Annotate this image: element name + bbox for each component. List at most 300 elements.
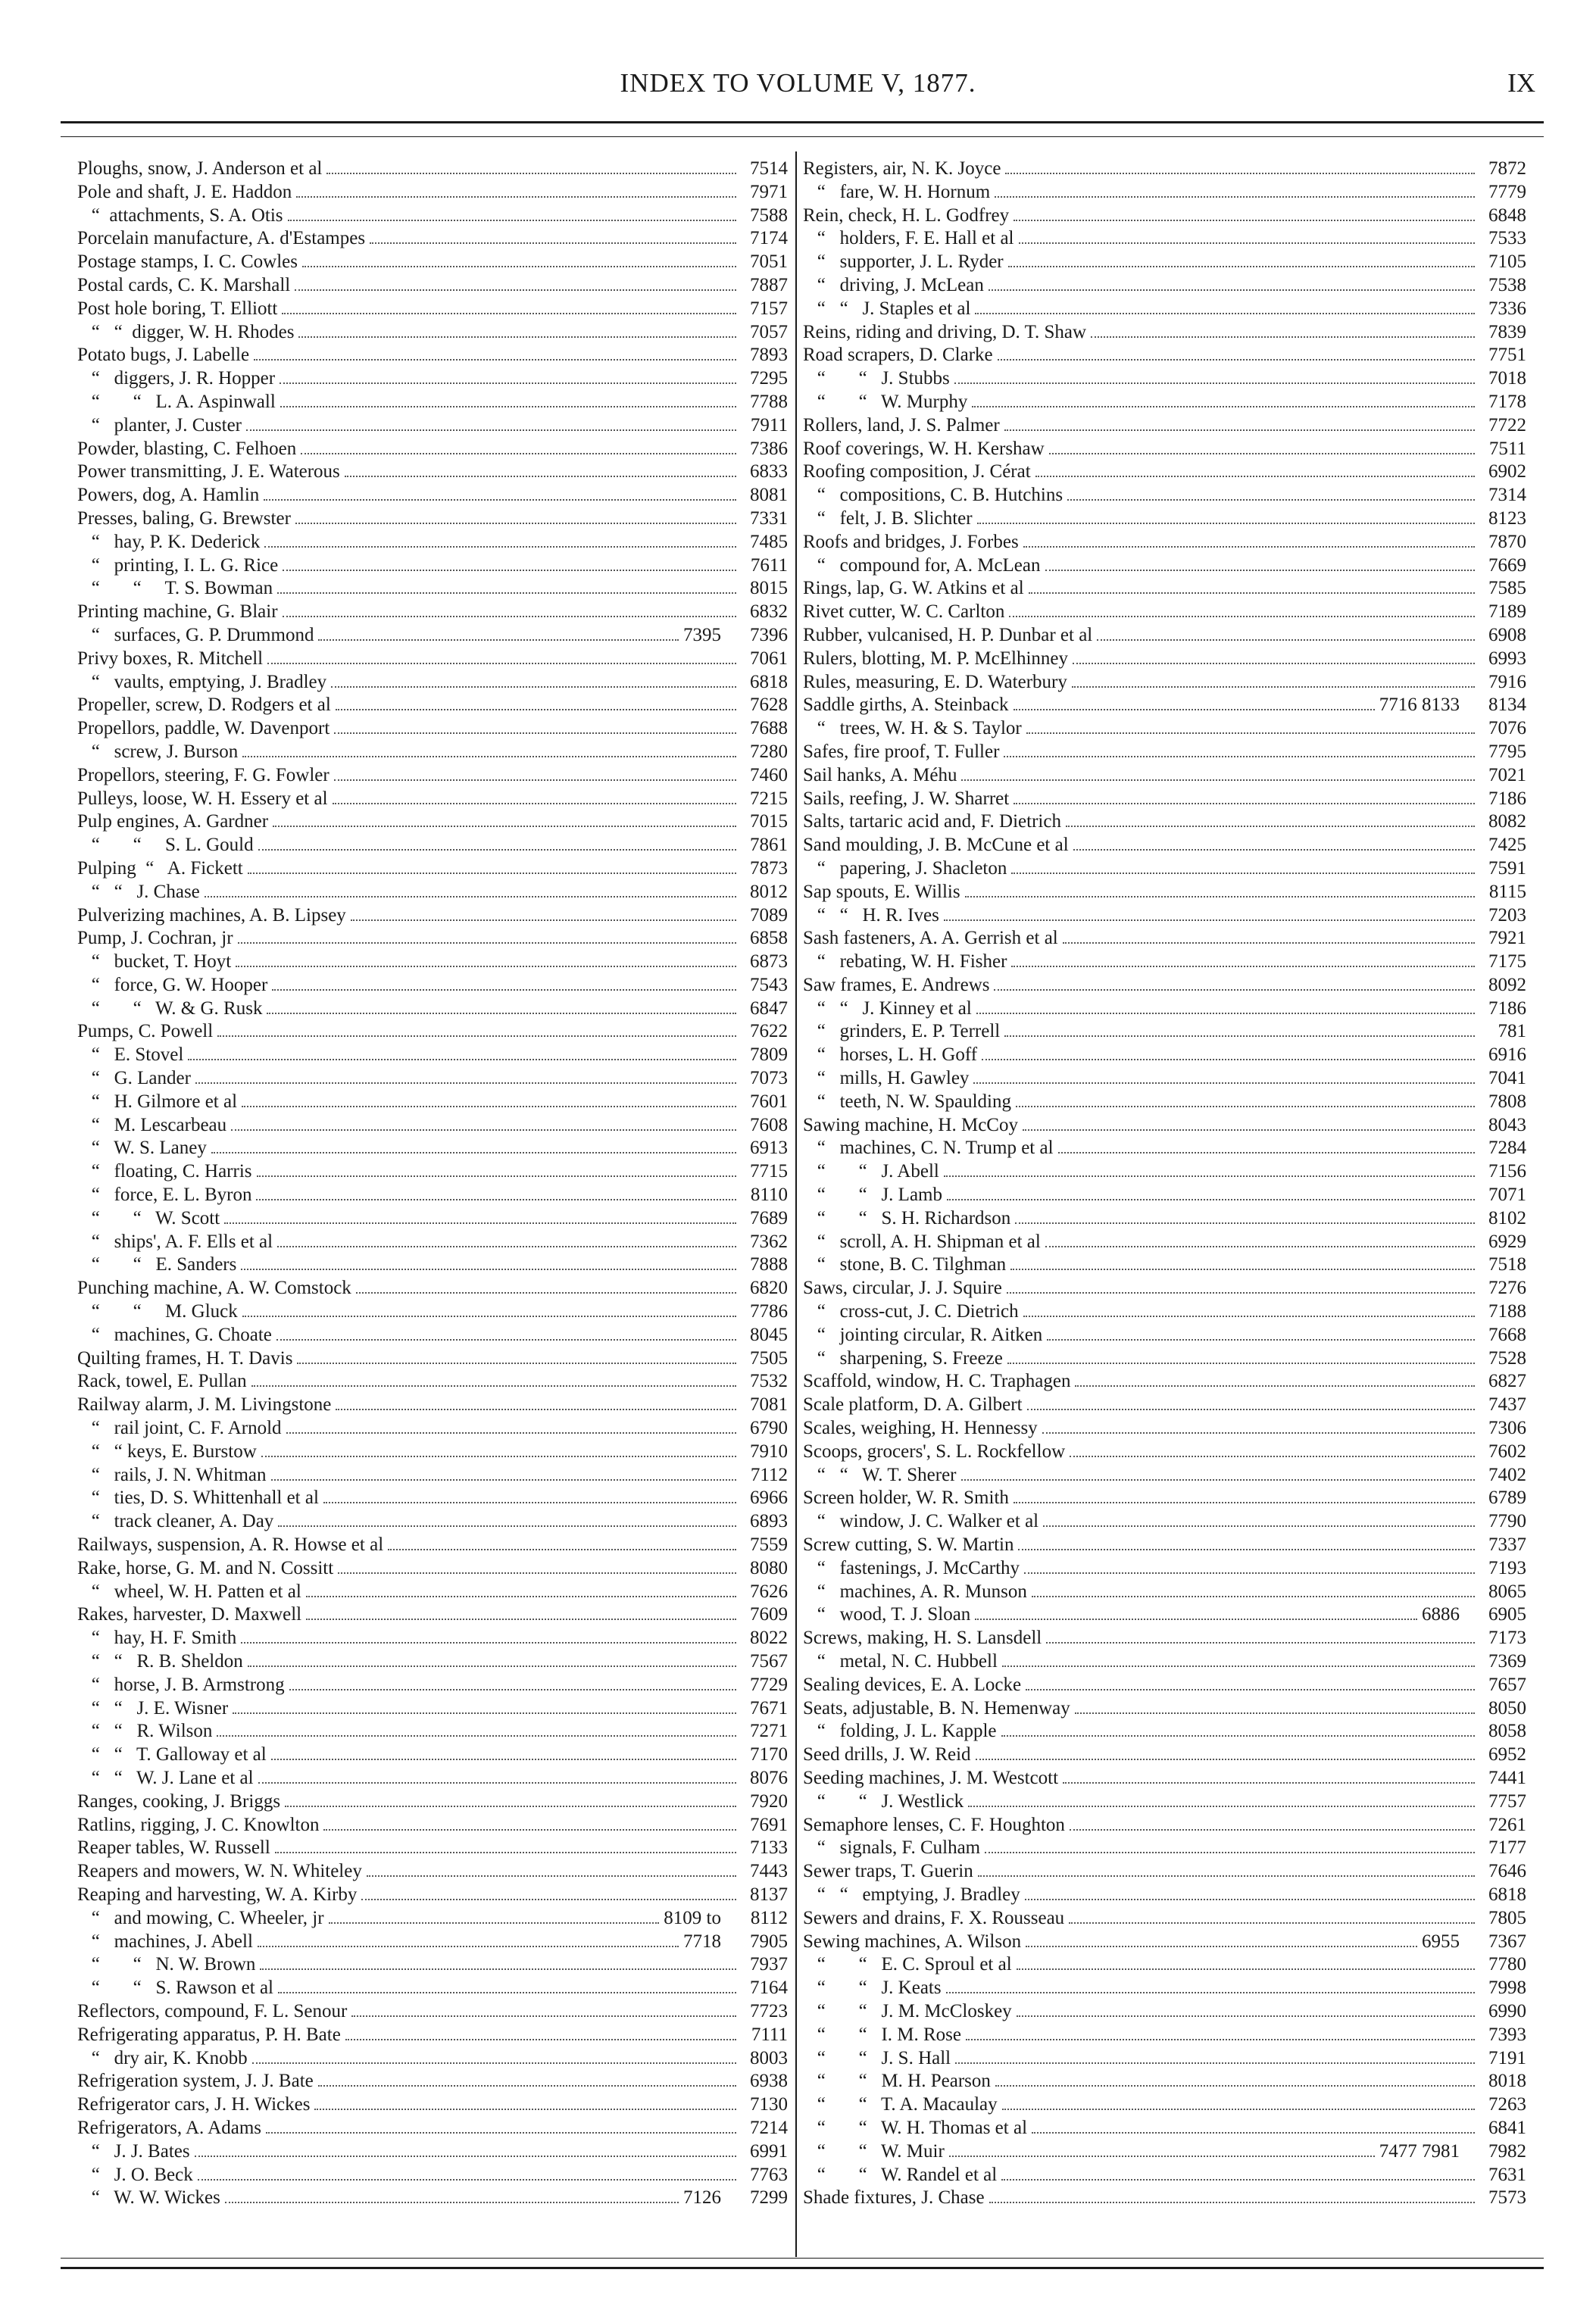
entry-text: Sewers and drains, F. X. Rousseau — [803, 1907, 1065, 1928]
entry-text: Seed drills, J. W. Reid — [803, 1744, 971, 1765]
entry-page-number: 8003 — [750, 2047, 788, 2068]
dot-leader — [1007, 1278, 1475, 1294]
index-entry — [803, 1020, 1526, 1044]
dot-leader — [278, 1978, 736, 1993]
entry-page-number: 7669 — [1488, 554, 1526, 576]
index-entry — [77, 951, 788, 974]
dot-leader — [1070, 1815, 1475, 1831]
entry-text: Reaping and harvesting, W. A. Kirby — [77, 1884, 358, 1905]
entry-page-number: 7872 — [1488, 158, 1526, 179]
entry-text: Rules, measuring, E. D. Waterbury — [803, 671, 1067, 692]
index-entry — [803, 904, 1526, 928]
entry-text: Pulleys, loose, W. H. Essery et al — [77, 788, 328, 809]
dot-leader — [367, 1862, 736, 1877]
index-entry — [77, 1044, 788, 1067]
entry-text: Seats, adjustable, B. N. Hemenway — [803, 1697, 1070, 1719]
dot-leader — [1046, 1628, 1475, 1644]
dot-leader — [1017, 1955, 1475, 1970]
entry-page-number: 6832 — [750, 601, 788, 623]
dot-leader — [217, 1722, 736, 1737]
entry-page-number: 7573 — [1488, 2187, 1526, 2209]
index-entry — [803, 1790, 1526, 1814]
entry-text: Scaffold, window, H. C. Traphagen — [803, 1371, 1071, 1392]
entry-text: Ranges, cooking, J. Briggs — [77, 1790, 281, 1812]
entry-text: Salts, tartaric acid and, F. Dietrich — [803, 811, 1061, 832]
index-entry — [803, 1697, 1526, 1721]
entry-page-number: 7175 — [1488, 951, 1526, 972]
index-entry — [803, 1907, 1526, 1931]
dot-leader — [1026, 1675, 1475, 1690]
entry-text: “ J. J. Bates — [77, 2140, 190, 2162]
entry-page-number: 7178 — [1488, 391, 1526, 412]
entry-text: “ H. Gilmore et al — [77, 1091, 238, 1112]
entry-text: “ J. O. Beck — [77, 2164, 193, 2185]
entry-page-number: 7518 — [1488, 1254, 1526, 1275]
index-entry — [803, 1417, 1526, 1441]
entry-text: “ surfaces, G. P. Drummond — [77, 624, 314, 645]
dot-leader — [280, 392, 736, 407]
entry-text: “ “ J. Stubbs — [803, 368, 950, 389]
dot-leader — [966, 2025, 1475, 2040]
dot-leader — [955, 2049, 1475, 2064]
dot-leader — [1010, 1255, 1475, 1270]
entry-page-number: 7809 — [750, 1044, 788, 1066]
entry-text: “ “ J. Kinney et al — [803, 997, 972, 1019]
index-entry — [77, 554, 788, 578]
dot-leader — [1014, 206, 1475, 221]
entry-text: Sash fasteners, A. A. Gerrish et al — [803, 928, 1058, 949]
dot-leader — [246, 416, 736, 431]
index-entry — [803, 694, 1526, 717]
index-entry — [77, 1160, 788, 1184]
index-entry — [77, 344, 788, 367]
entry-page-number: 7786 — [750, 1301, 788, 1322]
entry-page-number: 7888 — [750, 1254, 788, 1275]
entry-text: “ wheel, W. H. Patten et al — [77, 1581, 301, 1602]
dot-leader — [242, 742, 736, 757]
entry-text: Powers, dog, A. Hamlin — [77, 485, 260, 506]
index-entry — [803, 484, 1526, 507]
index-entry — [77, 810, 788, 834]
entry-page-number: 7808 — [1488, 1091, 1526, 1112]
entry-page-number: 7189 — [1488, 601, 1526, 623]
entry-text: “ “ E. C. Sproul et al — [803, 1954, 1012, 1975]
index-entry — [77, 2117, 788, 2140]
entry-text: Sap spouts, E. Willis — [803, 881, 960, 902]
entry-page-number: 7668 — [1488, 1324, 1526, 1345]
entry-text: Rulers, blotting, M. P. McElhinney — [803, 648, 1068, 669]
index-entry — [77, 1300, 788, 1324]
index-entry — [77, 1977, 788, 2000]
entry-text: “ dry air, K. Knobb — [77, 2047, 248, 2068]
page-title: INDEX TO VOLUME V, 1877. — [620, 68, 976, 98]
entry-text: “ planter, J. Custer — [77, 414, 242, 435]
index-entry — [803, 1720, 1526, 1744]
entry-text: “ “ J. Chase — [77, 881, 200, 902]
dot-leader — [217, 1022, 736, 1037]
index-entry — [803, 2140, 1526, 2164]
dot-leader — [266, 2118, 736, 2134]
index-entry — [803, 1253, 1526, 1277]
entry-text: “ G. Lander — [77, 1068, 191, 1089]
index-entry — [803, 1953, 1526, 1977]
entry-page-number: 7805 — [1488, 1907, 1526, 1928]
entry-text: Scale platform, D. A. Gilbert — [803, 1394, 1023, 1416]
entry-text: “ force, G. W. Hooper — [77, 974, 268, 995]
entry-page-number: 7602 — [1488, 1441, 1526, 1462]
index-entry — [803, 204, 1526, 228]
index-entry — [77, 1534, 788, 1557]
dot-leader — [241, 1628, 736, 1644]
dot-leader — [267, 999, 736, 1014]
dot-leader — [1073, 649, 1475, 664]
dot-leader — [351, 906, 736, 921]
entry-text: Power transmitting, J. E. Waterous — [77, 461, 340, 482]
index-entry — [803, 2187, 1526, 2210]
index-entry — [77, 1814, 788, 1837]
dot-leader — [995, 183, 1475, 198]
index-entry — [803, 1977, 1526, 2000]
entry-page-number: 6966 — [750, 1488, 788, 1509]
entry-text: Reins, riding and driving, D. T. Shaw — [803, 321, 1087, 342]
entry-text: “ ships', A. F. Ells et al — [77, 1231, 273, 1252]
dot-leader — [334, 719, 736, 734]
dot-leader — [1007, 1349, 1475, 1364]
entry-text: “ machines, A. R. Munson — [803, 1581, 1027, 1602]
index-entry — [803, 438, 1526, 461]
index-entry — [77, 1581, 788, 1604]
dot-leader — [301, 439, 736, 454]
entry-page-number: 7362 — [750, 1231, 788, 1252]
dot-leader — [985, 1838, 1475, 1853]
index-entry — [803, 2024, 1526, 2047]
index-entry — [803, 1814, 1526, 1837]
entry-text: Sealing devices, E. A. Locke — [803, 1674, 1022, 1695]
dot-leader — [947, 1185, 1475, 1200]
dot-leader — [1066, 812, 1475, 827]
entry-text: “ felt, J. B. Slichter — [803, 507, 973, 529]
entry-page-number: 7751 — [1488, 345, 1526, 366]
entry-page-number: 7646 — [1488, 1861, 1526, 1882]
index-entry — [77, 1767, 788, 1790]
entry-text: “ rebating, W. H. Fisher — [803, 951, 1007, 972]
entry-page-number: 8065 — [1488, 1581, 1526, 1602]
entry-page-number: 7177 — [1488, 1837, 1526, 1859]
entry-page-number: 7543 — [750, 974, 788, 995]
entry-text: “ W. W. Wickes — [77, 2187, 220, 2209]
dot-leader — [331, 673, 736, 688]
entry-page-number: 7015 — [750, 811, 788, 832]
index-entry — [803, 601, 1526, 624]
entry-page-number: 7591 — [1488, 857, 1526, 879]
entry-page-number: 6913 — [750, 1138, 788, 1159]
entry-text: Post hole boring, T. Elliott — [77, 298, 278, 319]
entry-text: “ “ T. A. Macaulay — [803, 2094, 998, 2115]
index-column-left — [77, 158, 788, 2210]
dot-leader — [370, 229, 736, 244]
entry-page-number: 7722 — [1488, 414, 1526, 435]
index-entry — [77, 414, 788, 438]
index-entry — [77, 1603, 788, 1627]
dot-leader — [1058, 1138, 1475, 1154]
index-entry — [77, 251, 788, 274]
dot-leader — [356, 1278, 736, 1294]
entry-page-number: 8112 — [750, 1907, 788, 1928]
entry-text: Semaphore lenses, C. F. Houghton — [803, 1814, 1065, 1835]
index-entry — [803, 1394, 1526, 1417]
dot-leader — [944, 906, 1475, 921]
entry-page-number: 8018 — [1488, 2071, 1526, 2092]
dot-leader — [236, 952, 736, 967]
index-entry — [77, 1137, 788, 1160]
entry-text: Presses, baling, G. Brewster — [77, 507, 291, 529]
entry-text: “ hay, P. K. Dederick — [77, 531, 261, 552]
dot-leader — [271, 1466, 737, 1481]
entry-text: “ “ S. Rawson et al — [77, 1978, 273, 1999]
entry-text: Rings, lap, G. W. Atkins et al — [803, 578, 1024, 599]
dot-leader — [1018, 1535, 1475, 1550]
dot-leader — [264, 485, 736, 501]
index-entry — [77, 227, 788, 251]
entry-page-number: 8050 — [1488, 1697, 1526, 1719]
dot-leader — [302, 252, 736, 267]
entry-text: “ “ S. H. Richardson — [803, 1207, 1011, 1228]
entry-text: “ rails, J. N. Whitman — [77, 1464, 267, 1485]
dot-leader — [298, 323, 736, 338]
entry-page-number: 6841 — [1488, 2117, 1526, 2138]
dot-leader — [233, 1699, 736, 1714]
dot-leader — [257, 1162, 736, 1177]
entry-page-number: 6858 — [750, 928, 788, 949]
entry-page-number: 7263 — [1488, 2094, 1526, 2115]
entry-page-number: 7779 — [1488, 181, 1526, 202]
dot-leader — [1035, 462, 1475, 477]
index-entry — [77, 741, 788, 764]
entry-page-number: 7460 — [750, 764, 788, 785]
index-entry — [77, 671, 788, 695]
entry-text: “ “ J. Staples et al — [803, 298, 971, 319]
entry-text: “ wood, T. J. Sloan — [803, 1604, 971, 1625]
dot-leader — [1070, 1442, 1475, 1457]
entry-text: “ W. S. Laney — [77, 1138, 207, 1159]
entry-page-number: 7937 — [750, 1954, 788, 1975]
entry-page-number: 7299 — [750, 2187, 788, 2209]
dot-leader — [345, 462, 736, 477]
index-entry — [77, 1884, 788, 1907]
index-entry — [77, 2024, 788, 2047]
entry-page-number: 7691 — [750, 1814, 788, 1835]
entry-text: Rakes, harvester, D. Maxwell — [77, 1604, 302, 1625]
entry-page-number: 6990 — [1488, 2000, 1526, 2021]
index-entry — [803, 158, 1526, 181]
entry-page-number: 6905 — [1488, 1604, 1526, 1625]
entry-page-number: 6818 — [750, 671, 788, 692]
entry-page-number: 7628 — [750, 695, 788, 716]
index-entry — [77, 1907, 788, 1931]
dot-leader — [318, 626, 679, 641]
dot-leader — [295, 509, 736, 524]
dot-leader — [1026, 1932, 1417, 1947]
dot-leader — [242, 1092, 736, 1107]
entry-text: “ stone, B. C. Tilghman — [803, 1254, 1007, 1275]
entry-text: “ “ W. H. Thomas et al — [803, 2117, 1028, 2138]
entry-page-number: 7839 — [1488, 321, 1526, 342]
dot-leader — [388, 1535, 736, 1550]
dot-leader — [1011, 952, 1475, 967]
entry-page-number: 7173 — [1488, 1628, 1526, 1649]
dot-leader — [978, 1862, 1475, 1877]
index-entry — [803, 997, 1526, 1021]
dot-leader — [241, 1255, 736, 1270]
index-entry — [803, 181, 1526, 204]
entry-page-number: 7089 — [750, 904, 788, 926]
entry-page-number: 7870 — [1488, 531, 1526, 552]
entry-text: Propellors, paddle, W. Davenport — [77, 718, 330, 739]
entry-page-number: 781 — [1498, 1021, 1526, 1042]
dot-leader — [256, 1185, 736, 1200]
dot-leader — [1075, 1372, 1475, 1387]
entry-text: Road scrapers, D. Clarke — [803, 345, 993, 366]
dot-leader — [1004, 416, 1475, 431]
entry-text: Screw cutting, S. W. Martin — [803, 1534, 1014, 1556]
entry-page-number: 7071 — [1488, 1185, 1526, 1206]
entry-text: “ metal, N. C. Hubbell — [803, 1651, 998, 1672]
entry-page-number: 7757 — [1488, 1790, 1526, 1812]
entry-page-number: 7729 — [750, 1674, 788, 1695]
index-entry — [803, 344, 1526, 367]
entry-page-number: 7073 — [750, 1068, 788, 1089]
index-entry — [77, 1931, 788, 1954]
dot-leader — [275, 1838, 736, 1853]
index-entry — [803, 1557, 1526, 1581]
dot-leader — [295, 276, 736, 291]
dot-leader — [329, 1909, 660, 1924]
dot-leader — [345, 2025, 736, 2040]
entry-page-number: 7910 — [750, 1441, 788, 1462]
index-entry — [77, 181, 788, 204]
dot-leader — [977, 509, 1475, 524]
dot-leader — [267, 649, 736, 664]
dot-leader — [297, 1349, 736, 1364]
index-entry — [803, 624, 1526, 648]
entry-text: Roofs and bridges, J. Forbes — [803, 531, 1019, 552]
index-entry — [803, 2070, 1526, 2093]
entry-text: “ hay, H. F. Smith — [77, 1628, 237, 1649]
dot-leader — [211, 1138, 736, 1154]
dot-leader — [251, 1372, 736, 1387]
entry-page-number: 7567 — [750, 1651, 788, 1672]
index-entry — [77, 367, 788, 391]
dot-leader — [333, 789, 736, 804]
entry-text: Propellors, steering, F. G. Fowler — [77, 764, 330, 785]
entry-page-number: 7723 — [750, 2000, 788, 2021]
dot-leader — [306, 1582, 736, 1597]
index-entry — [77, 2000, 788, 2024]
index-entry — [803, 2117, 1526, 2140]
entry-text: Pulping “ A. Fickett — [77, 857, 243, 879]
dot-leader — [1001, 2165, 1475, 2181]
entry-page-number: 7788 — [750, 391, 788, 412]
entry-page-number: 7203 — [1488, 904, 1526, 926]
entry-page-number: 7057 — [750, 321, 788, 342]
entry-text: Saddle girths, A. Steinback — [803, 695, 1009, 716]
index-entry — [803, 1860, 1526, 1884]
dot-leader — [1002, 1652, 1475, 1667]
index-entry — [77, 1953, 788, 1977]
entry-page-number: 7156 — [1488, 1161, 1526, 1182]
dot-leader — [1004, 742, 1475, 757]
entry-page-number: 7780 — [1488, 1954, 1526, 1975]
index-entry — [77, 974, 788, 997]
index-entry — [803, 1441, 1526, 1464]
entry-page-number: 7763 — [750, 2164, 788, 2185]
entry-page-number: 8134 — [1488, 695, 1526, 716]
entry-page-number: 7559 — [750, 1534, 788, 1556]
entry-text: Printing machine, G. Blair — [77, 601, 278, 623]
index-entry — [803, 1464, 1526, 1488]
dot-leader — [1001, 1722, 1475, 1737]
entry-page-number: 7061 — [750, 648, 788, 669]
index-entry — [77, 1324, 788, 1347]
entry-page-number: 7657 — [1488, 1674, 1526, 1695]
entry-text: Sails, reefing, J. W. Sharret — [803, 788, 1010, 809]
index-entry — [803, 857, 1526, 881]
entry-text: “ scroll, A. H. Shipman et al — [803, 1231, 1041, 1252]
index-entry — [803, 577, 1526, 601]
entry-text: “ “ L. A. Aspinwall — [77, 391, 276, 412]
index-entry — [803, 274, 1526, 298]
entry-page-number: 7295 — [750, 368, 788, 389]
entry-text: “ “ I. M. Rose — [803, 2024, 961, 2045]
entry-page-number: 8092 — [1488, 974, 1526, 995]
entry-page-number: 7164 — [750, 1978, 788, 1999]
entry-page-number: 7873 — [750, 857, 788, 879]
entry-page-number: 6818 — [1488, 1884, 1526, 1905]
dot-leader — [306, 1605, 736, 1620]
entry-text: “ “ W. Murphy — [803, 391, 968, 412]
dot-leader — [1027, 1395, 1475, 1410]
entry-text: Saws, circular, J. J. Squire — [803, 1278, 1002, 1299]
index-entry — [803, 1931, 1526, 1954]
dot-leader — [1032, 2118, 1475, 2134]
index-entry — [77, 274, 788, 298]
index-entry — [77, 321, 788, 345]
entry-text: Rake, horse, G. M. and N. Cossitt — [77, 1557, 334, 1578]
entry-page-number: 8137 — [750, 1884, 788, 1905]
index-entry — [77, 577, 788, 601]
entry-page-number: 8102 — [1488, 1207, 1526, 1228]
entry-page-number: 7911 — [750, 414, 788, 435]
entry-text: “ floating, C. Harris — [77, 1161, 252, 1182]
dot-leader — [1069, 1909, 1475, 1924]
dot-leader — [989, 2188, 1475, 2203]
dot-leader — [276, 1325, 736, 1341]
dot-leader — [1023, 532, 1475, 548]
entry-page-number: 8058 — [1488, 1721, 1526, 1742]
dot-leader — [224, 1209, 736, 1224]
entry-text: “ “ E. Sanders — [77, 1254, 237, 1275]
entry-text: “ “ W. J. Lane et al — [77, 1767, 254, 1788]
dot-leader — [1091, 323, 1475, 338]
index-entry — [803, 1487, 1526, 1510]
entry-page-number: 6916 — [1488, 1044, 1526, 1066]
index-entry — [77, 601, 788, 624]
index-entry — [803, 1603, 1526, 1627]
entry-text: Potato bugs, J. Labelle — [77, 345, 250, 366]
index-entry — [803, 1767, 1526, 1790]
entry-page-number: 7336 — [1488, 298, 1526, 319]
dot-leader — [1075, 1699, 1475, 1714]
